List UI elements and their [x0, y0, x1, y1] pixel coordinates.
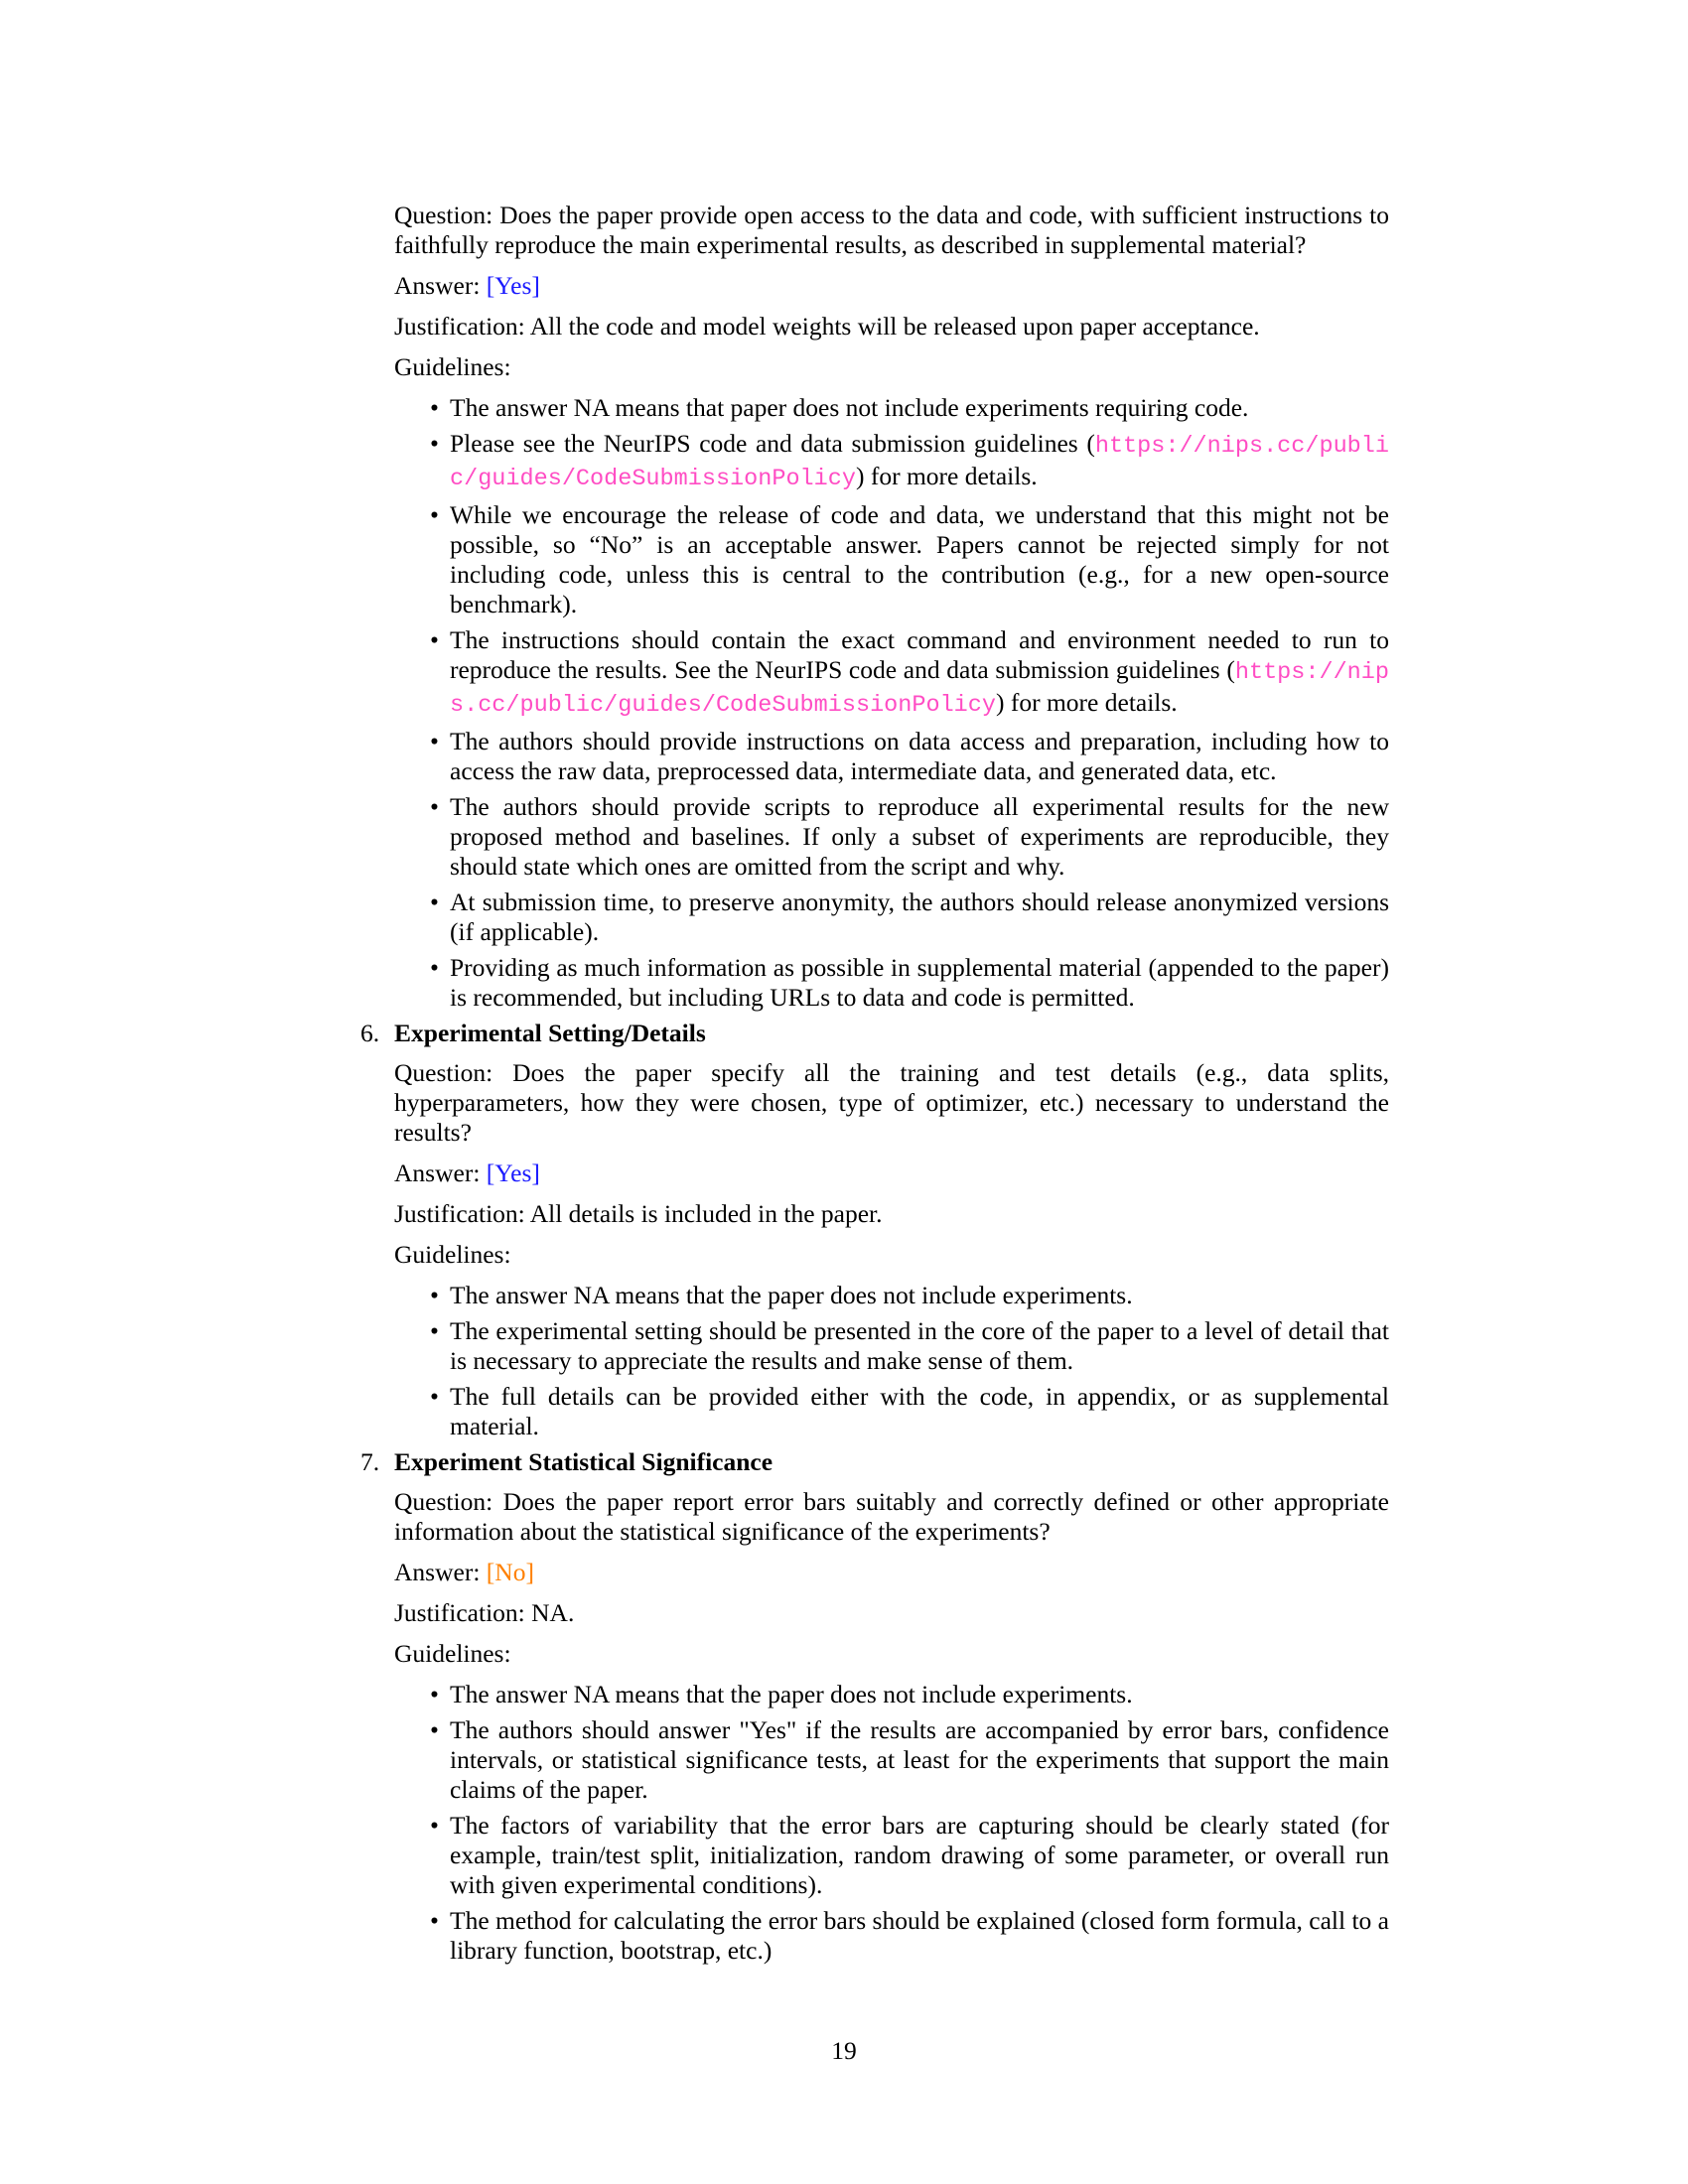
guidelines-link[interactable]: https://nips.cc/public/guides/CodeSubmissionPolicy — [450, 433, 1389, 492]
bullet-icon: • — [430, 1316, 439, 1345]
bullet-icon: • — [430, 1906, 439, 1935]
justification-text: Justification: NA. — [394, 1598, 575, 1627]
guidelines-label: Guidelines: — [394, 1639, 511, 1668]
bullet-icon: • — [430, 727, 439, 755]
question-text: Question: Does the paper provide open access to the data and code, with sufficient instructions to faithfully reproduce the main experimental results, as described in supplemental material? — [394, 201, 1389, 259]
answer-line — [394, 1159, 1389, 1188]
list-item: • The answer NA means that the paper does not include experiments. — [430, 1680, 1133, 1708]
section-title: Experimental Setting/Details — [394, 1019, 706, 1047]
guidelines-list — [394, 393, 1389, 1013]
section-title: Experiment Statistical Significance — [394, 1447, 774, 1476]
guidelines-list — [394, 1680, 1389, 1966]
bullet-icon: • — [430, 792, 439, 821]
bullet-icon: • — [430, 1680, 439, 1708]
bullet-icon: • — [430, 1715, 439, 1744]
bullet-icon: • — [430, 953, 439, 982]
bullet-icon: • — [430, 1811, 439, 1840]
bullet-icon: • — [430, 429, 439, 458]
list-item: • The answer NA means that paper does not include experiments requiring code. — [430, 393, 1249, 422]
list-item: • The instructions should contain the exact command and environment needed to run to reproduce the results. See the NeurIPS code and data submission guidelines (https://nips.cc/public/guides/CodeSubmissionPolicy) for more details. — [430, 625, 1389, 719]
guidelines-label: Guidelines: — [394, 352, 511, 381]
answer-value[interactable]: [No] — [486, 1558, 534, 1586]
answer-label: Answer: — [394, 271, 487, 300]
list-item: • While we encourage the release of code and data, we understand that this might not be possible, so “No” is an acceptable answer. Papers cannot be rejected simply for not including code, unless this is central to the contribution (e.g., for a new open-source benchmark). — [430, 500, 1389, 618]
bullet-icon: • — [430, 500, 439, 529]
guidelines-label: Guidelines: — [394, 1240, 511, 1269]
list-item: • The authors should answer "Yes" if the results are accompanied by error bars, confidence intervals, or statistical significance tests, at least for the experiments that support the main claims of the paper. — [430, 1715, 1389, 1804]
justification-text: Justification: All the code and model weights will be released upon paper acceptance. — [394, 312, 1260, 341]
list-item: • The authors should provide scripts to reproduce all experimental results for the new proposed method and baselines. If only a subset of experiments are reproducible, they should state which ones are omitted from the script and why. — [430, 792, 1389, 881]
question-text: Question: Does the paper report error bars suitably and correctly defined or other appropriate information about the statistical significance of the experiments? — [394, 1487, 1389, 1546]
page-content — [360, 201, 1389, 1972]
guidelines-link[interactable]: https://nips.cc/public/guides/CodeSubmissionPolicy — [450, 659, 1389, 719]
list-item: • The experimental setting should be presented in the core of the paper to a level of detail that is necessary to appreciate the results and make sense of them. — [430, 1316, 1389, 1375]
list-item: • Please see the NeurIPS code and data submission guidelines (https://nips.cc/public/guides/CodeSubmissionPolicy) for more details. — [430, 429, 1389, 492]
justification-text: Justification: All details is included in the paper. — [394, 1199, 883, 1228]
answer-label: Answer: — [394, 1558, 487, 1586]
question-text: Question: Does the paper specify all the training and test details (e.g., data splits, hyperparameters, how they were chosen, type of optimizer, etc.) necessary to understand the results? — [394, 1058, 1389, 1147]
bullet-icon: • — [430, 1281, 439, 1309]
section-number: 7. — [360, 1447, 380, 1476]
answer-line — [394, 1558, 1389, 1587]
bullet-icon: • — [430, 625, 439, 654]
list-item: • Providing as much information as possible in supplemental material (appended to the paper) is recommended, but including URLs to data and code is permitted. — [430, 953, 1389, 1012]
list-item: • The answer NA means that the paper does not include experiments. — [430, 1281, 1133, 1309]
answer-value[interactable]: [Yes] — [486, 1159, 540, 1187]
list-item: • The factors of variability that the error bars are capturing should be clearly stated (for example, train/test split, initialization, random drawing of some parameter, or overall run with given experimental conditions). — [430, 1811, 1389, 1899]
list-item: • The method for calculating the error bars should be explained (closed form formula, call to a library function, bootstrap, etc.) — [430, 1906, 1389, 1965]
answer-value[interactable]: [Yes] — [486, 271, 540, 300]
list-item: • The full details can be provided either with the code, in appendix, or as supplemental material. — [430, 1382, 1389, 1440]
bullet-icon: • — [430, 1382, 439, 1411]
answer-label: Answer: — [394, 1159, 487, 1187]
section-number: 6. — [360, 1019, 380, 1047]
guidelines-list — [394, 1281, 1389, 1441]
list-item: • At submission time, to preserve anonymity, the authors should release anonymized versions (if applicable). — [430, 887, 1389, 946]
bullet-icon: • — [430, 393, 439, 422]
page-number: 19 — [831, 2036, 857, 2065]
list-item: • The authors should provide instructions on data access and preparation, including how to access the raw data, preprocessed data, intermediate data, and generated data, etc. — [430, 727, 1389, 785]
section-heading — [360, 1447, 1389, 1477]
answer-line — [394, 271, 1389, 301]
bullet-icon: • — [430, 887, 439, 916]
section-heading — [360, 1019, 1389, 1048]
